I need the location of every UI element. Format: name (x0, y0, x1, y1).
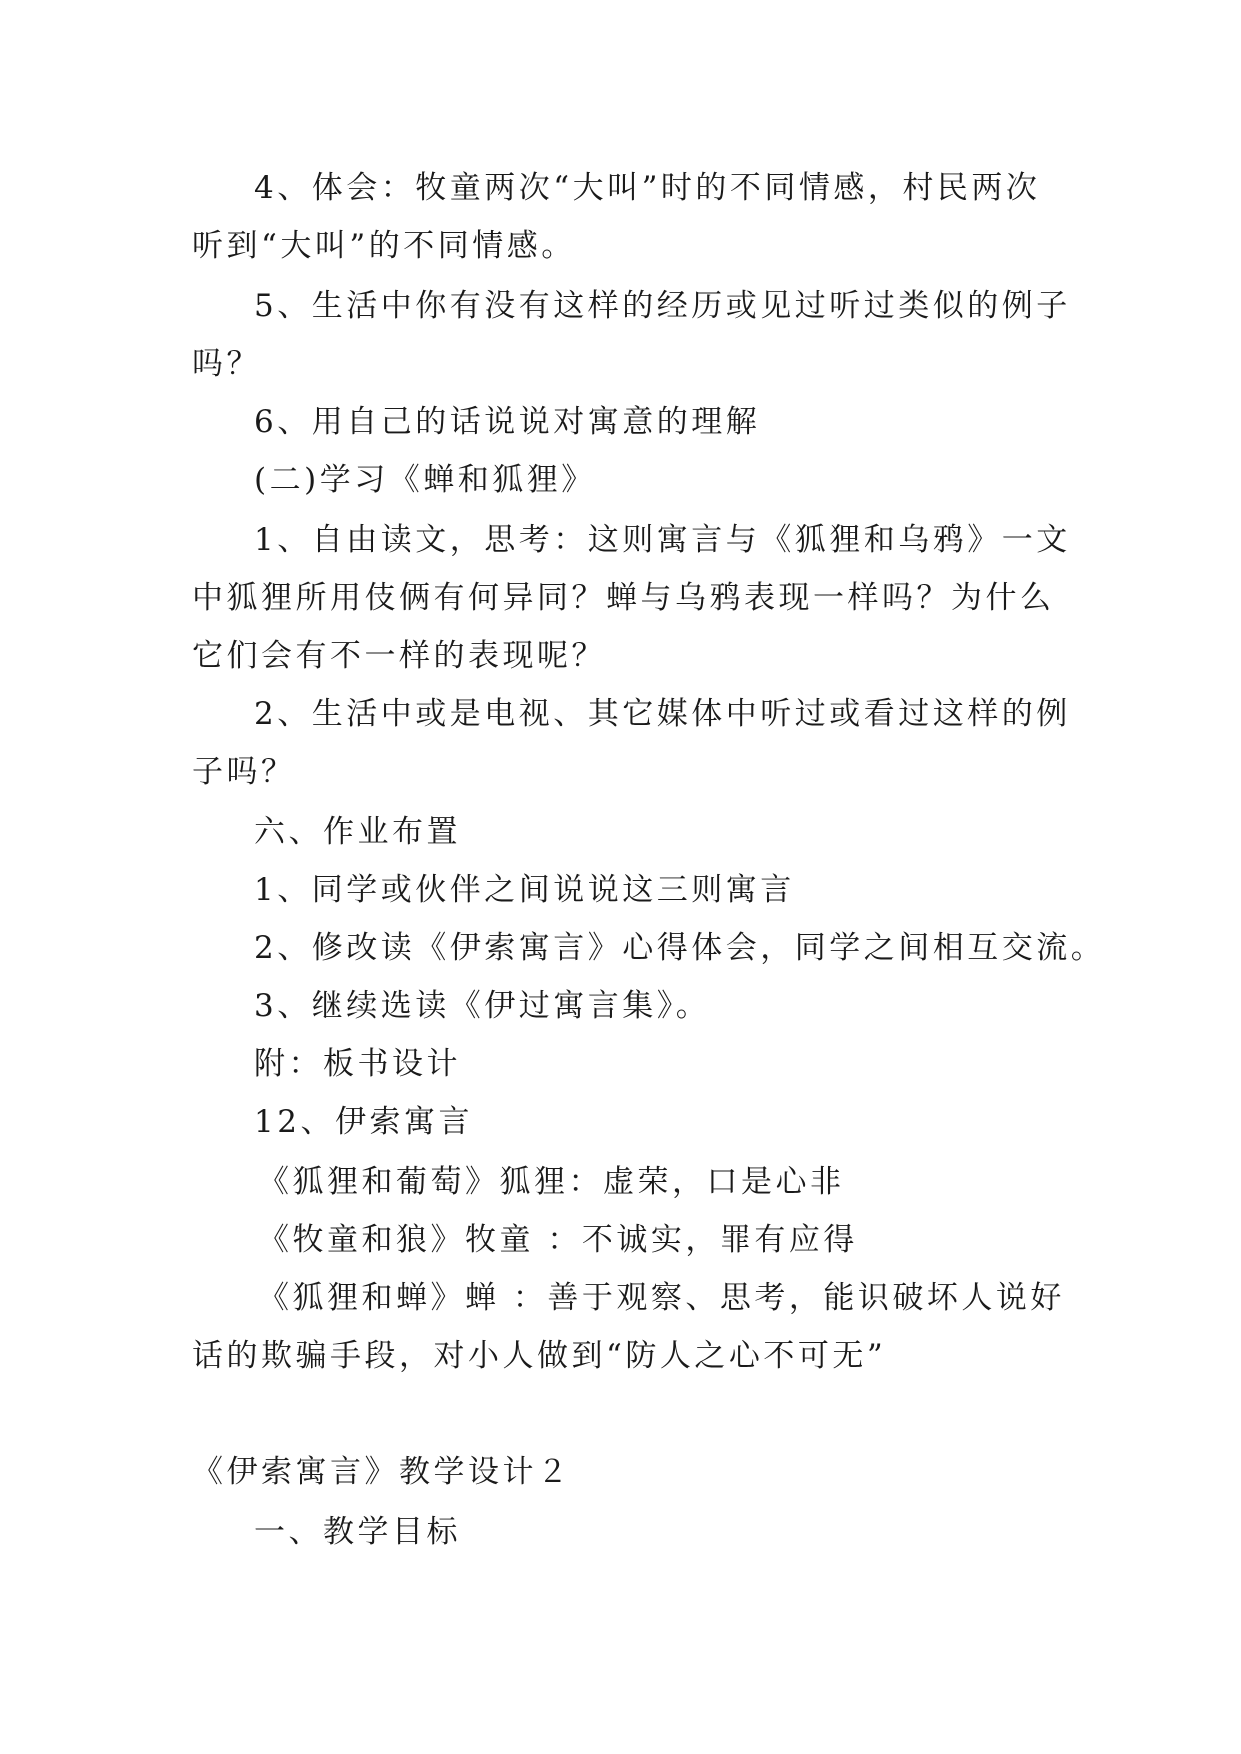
document-title: 《伊索寓言》教学设计２ (192, 1454, 572, 1490)
paragraph-line: 5、生活中你有没有这样的经历或见过听过类似的例子 (254, 288, 1071, 324)
paragraph-line: 6、用自己的话说说对寓意的理解 (254, 404, 761, 440)
paragraph-line: 话的欺骗手段，对小人做到“防人之心不可无” (192, 1338, 887, 1374)
paragraph-line: 吗？ (192, 346, 261, 382)
paragraph-line: 《狐狸和葡萄》狐狸：虚荣，口是心非 (258, 1164, 845, 1200)
section-heading: 一、教学目标 (254, 1514, 461, 1550)
paragraph-line: 4、体会：牧童两次“大叫”时的不同情感，村民两次 (254, 170, 1041, 206)
paragraph-line: 听到“大叫”的不同情感。 (192, 228, 576, 264)
paragraph-line: 子吗？ (192, 754, 296, 790)
section-heading: (二)学习《蝉和狐狸》 (254, 462, 596, 498)
paragraph-line: 《牧童和狼》牧童 ：不诚实，罪有应得 (258, 1222, 858, 1258)
paragraph-line: 《狐狸和蝉》蝉 ：善于观察、思考，能识破坏人说好 (258, 1280, 1065, 1316)
paragraph-line: 中狐狸所用伎俩有何异同？蝉与乌鸦表现一样吗？为什么 (192, 580, 1055, 616)
paragraph-line: 2、修改读《伊索寓言》心得体会，同学之间相互交流。 (254, 930, 1106, 966)
paragraph-line: 附：板书设计 (254, 1046, 461, 1082)
paragraph-line: 1、同学或伙伴之间说说这三则寓言 (254, 872, 795, 908)
paragraph-line: 3、继续选读《伊过寓言集》。 (254, 988, 711, 1024)
paragraph-line: 2、生活中或是电视、其它媒体中听过或看过这样的例 (254, 696, 1071, 732)
paragraph-line: 它们会有不一样的表现呢？ (192, 638, 606, 674)
paragraph-line: 1、自由读文，思考：这则寓言与《狐狸和乌鸦》一文 (254, 522, 1071, 558)
section-heading: 六、作业布置 (254, 814, 461, 850)
paragraph-line: 12、伊索寓言 (254, 1104, 473, 1140)
